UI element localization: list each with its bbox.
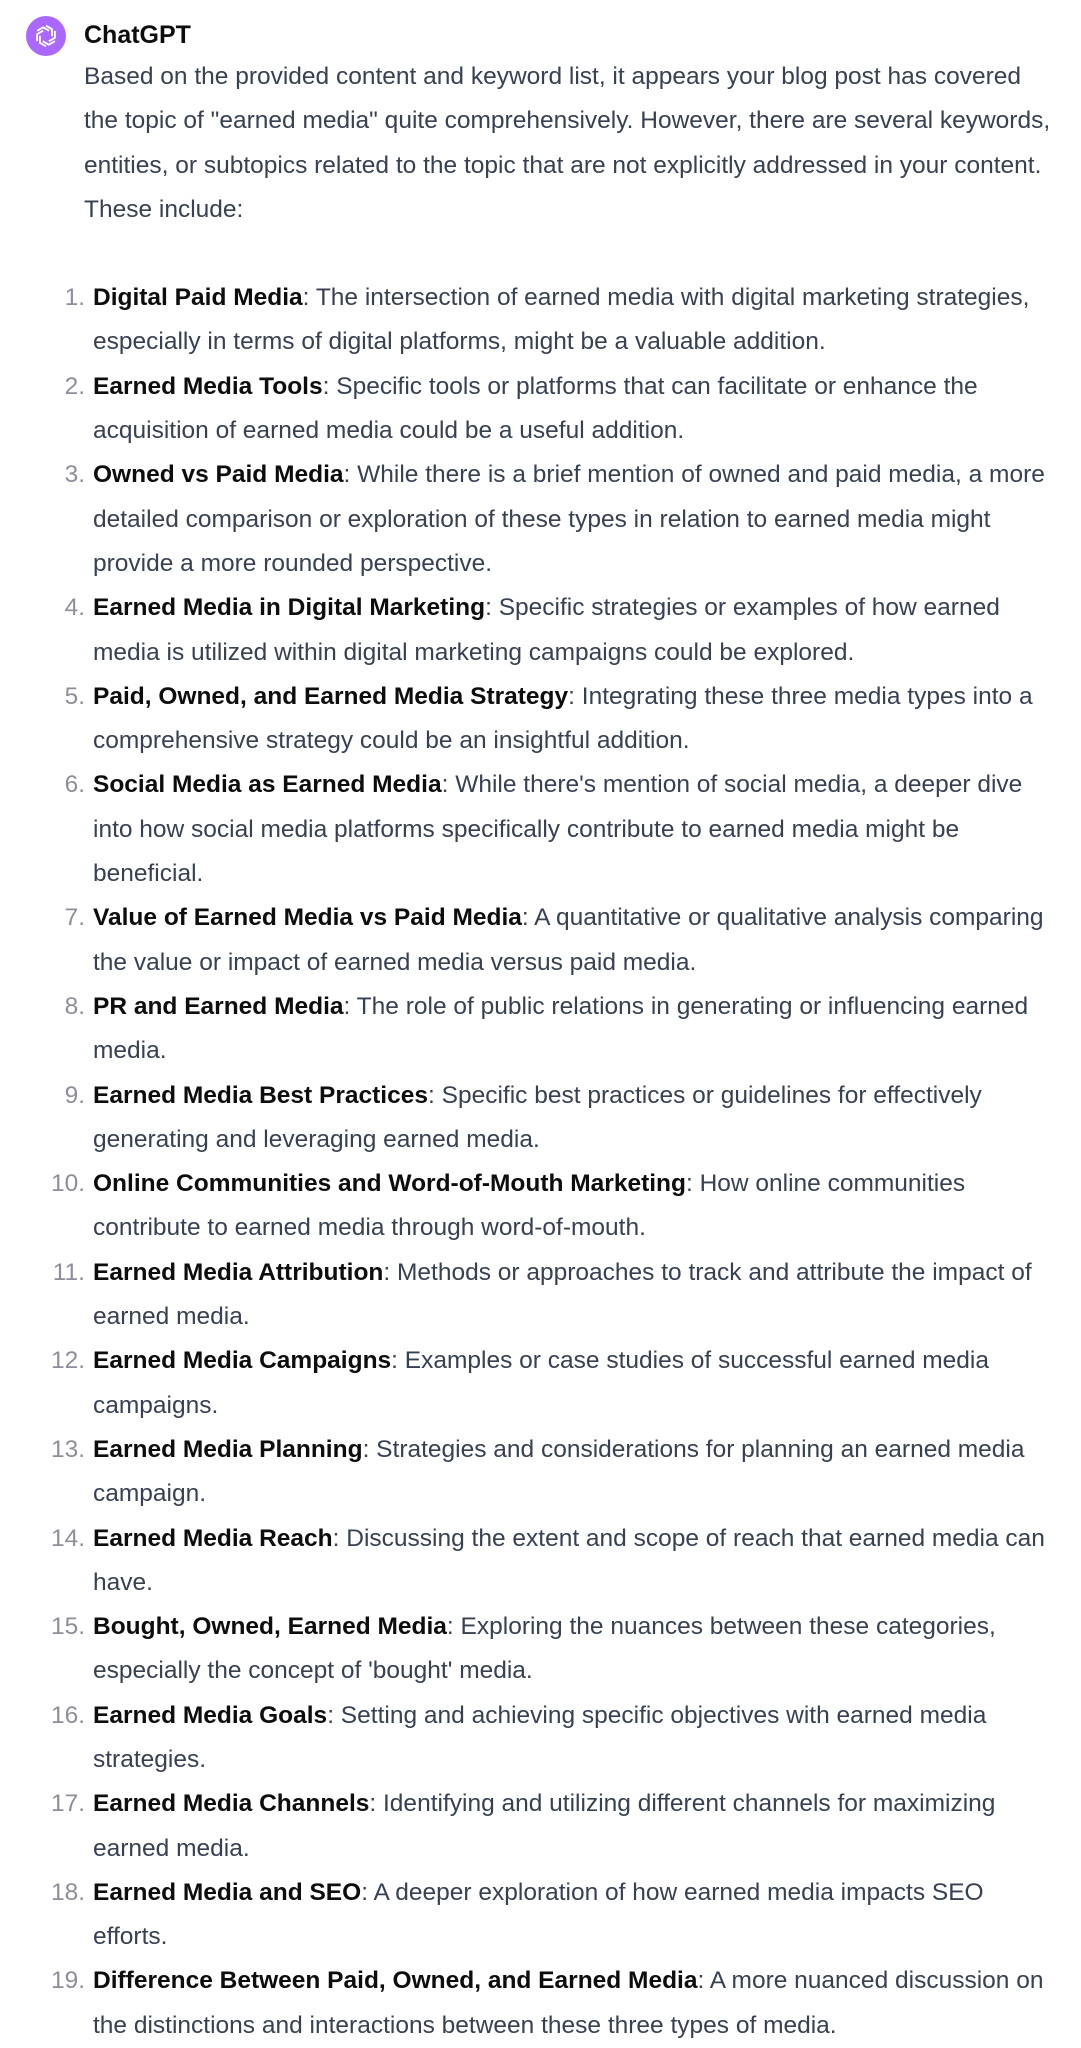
list-item — [64, 365, 1059, 454]
list-item-term: Online Communities and Word-of-Mouth Marketing — [93, 1170, 686, 1198]
list-item-term: Difference Between Paid, Owned, and Earned Media — [93, 1967, 698, 1995]
openai-logo-icon — [32, 22, 60, 50]
list-item-number: 7. — [64, 904, 85, 932]
message-content — [50, 55, 1059, 2048]
list-item-number: 15. — [50, 1613, 85, 1641]
list-item — [64, 586, 1059, 675]
list-item-number: 18. — [50, 1878, 85, 1906]
list-item-description: : A more nuanced discussion on the distinctions and interactions between these three types of media. — [93, 1967, 1044, 2039]
list-item-description: : Examples or case studies of successful earned media campaigns. — [93, 1347, 989, 1419]
list-item — [64, 985, 1059, 1074]
list-item — [50, 1871, 1059, 1960]
assistant-avatar — [26, 16, 66, 56]
list-item-number: 10. — [50, 1170, 85, 1198]
list-item-number: 8. — [64, 992, 85, 1020]
list-item-number: 6. — [64, 771, 85, 799]
list-item — [50, 1782, 1059, 1871]
list-item-number: 13. — [50, 1435, 85, 1463]
list-item-number: 1. — [64, 284, 85, 312]
list-item-term: Earned Media Best Practices — [93, 1081, 428, 1109]
list-item-description: : While there is a brief mention of owned and paid media, a more detailed comparison or exploration of these types in relation to earned media might provide a more rounded perspective. — [93, 461, 1045, 577]
list-item-term: Earned Media Tools — [93, 372, 323, 400]
list-item-number: 19. — [50, 1967, 85, 1995]
list-item — [64, 763, 1059, 896]
list-item — [64, 675, 1059, 764]
list-item — [50, 1428, 1059, 1517]
list-item-description: : Integrating these three media types into a comprehensive strategy could be an insightful addition. — [93, 682, 1033, 755]
list-item-term: Paid, Owned, and Earned Media Strategy — [93, 682, 569, 710]
list-item-description: : The role of public relations in generating or influencing earned media. — [93, 992, 1029, 1065]
list-item-number: 14. — [50, 1524, 85, 1552]
list-item — [64, 453, 1059, 586]
list-item-number: 16. — [50, 1701, 85, 1729]
list-item-description: : How online communities contribute to earned media through word-of-mouth. — [93, 1170, 966, 1242]
list-item-description: : Exploring the nuances between these categories, especially the concept of 'bought' media. — [93, 1613, 996, 1685]
list-item-term: Digital Paid Media — [93, 284, 303, 312]
list-item-term: Earned Media in Digital Marketing — [93, 594, 486, 622]
list-item-term: Earned Media Goals — [93, 1701, 328, 1729]
list-item-number: 4. — [64, 594, 85, 622]
list-item-number: 17. — [50, 1790, 85, 1818]
keyword-list — [50, 276, 1059, 2048]
list-item — [50, 1517, 1059, 1606]
list-item-description: : The intersection of earned media with digital marketing strategies, especially in terms of digital platforms, might be a valuable addition. — [93, 284, 1030, 356]
list-item — [64, 896, 1059, 985]
list-item-description: : Discussing the extent and scope of reach that earned media can have. — [93, 1524, 1045, 1596]
list-item-term: Value of Earned Media vs Paid Media — [93, 904, 522, 932]
list-item-term: Earned Media Campaigns — [93, 1347, 392, 1375]
list-item-description: : While there's mention of social media, a deeper dive into how social media platforms specifically contribute to earned media might be beneficial. — [93, 771, 1023, 888]
list-item-term: Earned Media and SEO — [93, 1878, 362, 1906]
list-item-number: 9. — [64, 1081, 85, 1109]
list-item-term: Social Media as Earned Media — [93, 771, 442, 799]
author-name: ChatGPT — [84, 21, 191, 49]
list-item-term: Earned Media Channels — [93, 1790, 370, 1818]
list-item — [64, 276, 1059, 365]
list-item — [50, 1959, 1059, 2048]
list-item — [52, 1251, 1059, 1340]
list-item-number: 11. — [52, 1258, 85, 1286]
list-item-number: 5. — [64, 682, 85, 710]
list-item-description: : Identifying and utilizing different channels for maximizing earned media. — [93, 1790, 996, 1862]
list-item-term: PR and Earned Media — [93, 992, 344, 1020]
list-item — [64, 1074, 1059, 1163]
list-item-description: : A quantitative or qualitative analysis comparing the value or impact of earned media versus paid media. — [93, 904, 1044, 976]
list-item — [50, 1339, 1059, 1428]
list-item-term: Bought, Owned, Earned Media — [93, 1613, 447, 1641]
list-item-description: : Specific strategies or examples of how earned media is utilized within digital marketing campaigns could be explored. — [93, 594, 1000, 666]
list-item-number: 12. — [50, 1347, 85, 1375]
list-item — [50, 1605, 1059, 1694]
list-item-description: : Specific tools or platforms that can facilitate or enhance the acquisition of earned media could be a useful addition. — [93, 372, 978, 445]
list-item-description: : Strategies and considerations for planning an earned media campaign. — [93, 1435, 1025, 1508]
list-item-description: : Setting and achieving specific objectives with earned media strategies. — [93, 1701, 987, 1773]
intro-paragraph: Based on the provided content and keyword list, it appears your blog post has covered the topic of "earned media" quite comprehensively. However, there are several keywords, entities, or subtopics related to the topic that are not explicitly addressed in your content. These include: — [84, 63, 1051, 223]
list-item-description: : A deeper exploration of how earned media impacts SEO efforts. — [93, 1878, 984, 1951]
list-item — [50, 1694, 1059, 1783]
list-item-description: : Specific best practices or guidelines for effectively generating and leveraging earned media. — [93, 1081, 982, 1153]
list-item-term: Earned Media Reach — [93, 1524, 333, 1552]
list-item-number: 3. — [64, 461, 85, 489]
list-item-number: 2. — [64, 372, 85, 400]
list-item-term: Owned vs Paid Media — [93, 461, 344, 489]
list-item-term: Earned Media Planning — [93, 1435, 363, 1463]
list-item-description: : Methods or approaches to track and attribute the impact of earned media. — [93, 1258, 1032, 1331]
list-item-term: Earned Media Attribution — [93, 1258, 384, 1286]
list-item — [50, 1162, 1059, 1251]
